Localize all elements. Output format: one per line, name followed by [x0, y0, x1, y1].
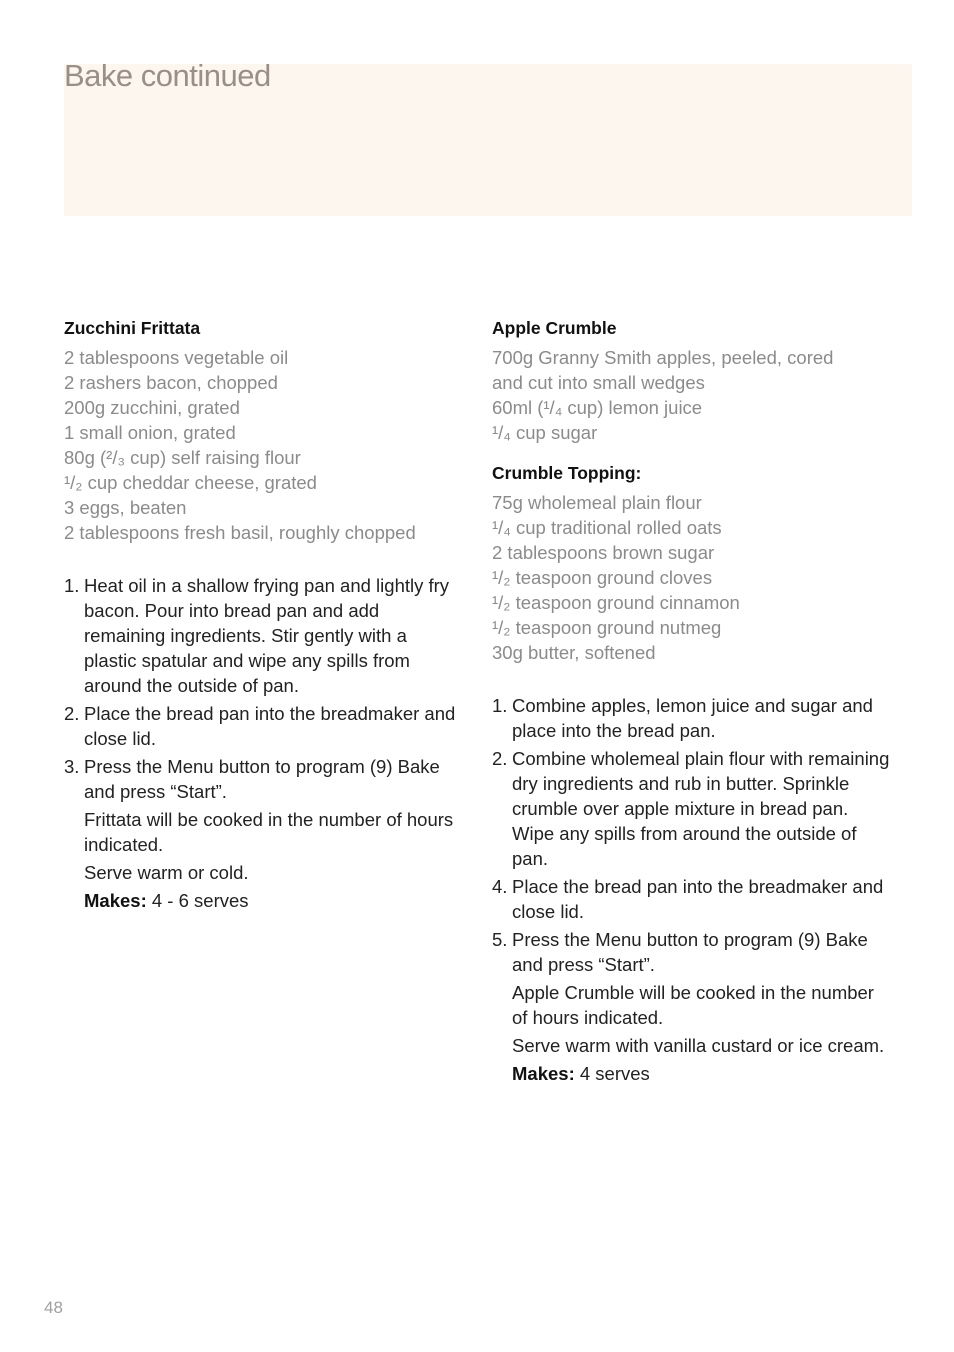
method-note: Frittata will be cooked in the number of hours indicated.	[84, 809, 454, 855]
makes-line	[492, 1061, 892, 1086]
step-text: Press the Menu button to program (9) Bake and press “Start”.	[512, 929, 868, 975]
ingredient-item: ¹/₂ cup cheddar cheese, grated	[64, 472, 317, 493]
step-text: Place the bread pan into the breadmaker and close lid.	[84, 703, 456, 749]
step-text: Place the bread pan into the breadmaker and close lid.	[512, 876, 884, 922]
makes-value: 4 serves	[574, 1063, 650, 1084]
recipe-title: Zucchini Frittata	[64, 318, 201, 338]
step-number: 5.	[492, 929, 508, 950]
ingredient-item: ¹/₂ teaspoon ground nutmeg	[492, 617, 722, 638]
topping-title: Crumble Topping:	[492, 463, 642, 483]
step-number: 2.	[492, 748, 508, 769]
step-number: 1.	[64, 575, 80, 596]
ingredient-item: 2 rashers bacon, chopped	[64, 372, 278, 393]
step-text: Heat oil in a shallow frying pan and lightly fry bacon. Pour into bread pan and add remaining ingredients. Stir gently with a plastic spatular and wipe any spills from around the outside of pan.	[84, 575, 450, 696]
makes-label: Makes:	[512, 1063, 575, 1084]
ingredient-item: 2 tablespoons fresh basil, roughly chopped	[64, 522, 416, 543]
method-step	[64, 754, 464, 804]
ingredient-item: ¹/₂ teaspoon ground cinnamon	[492, 592, 740, 613]
method-step	[492, 693, 892, 743]
ingredient-item: and cut into small wedges	[492, 372, 705, 393]
ingredient-item: 700g Granny Smith apples, peeled, cored	[492, 347, 834, 368]
ingredient-item: ¹/₄ cup traditional rolled oats	[492, 517, 722, 538]
ingredient-item: 75g wholemeal plain flour	[492, 492, 702, 513]
method-steps	[492, 693, 892, 977]
page-number: 48	[44, 1298, 63, 1317]
ingredient-item: 2 tablespoons vegetable oil	[64, 347, 289, 368]
topping-list	[492, 490, 892, 665]
method-step	[64, 701, 464, 751]
page-title: Bake continued	[64, 58, 271, 93]
recipe-apple-crumble	[492, 316, 892, 1089]
step-text: Press the Menu button to program (9) Bake and press “Start”.	[84, 756, 440, 802]
method-step	[492, 927, 892, 977]
step-text: Combine apples, lemon juice and sugar and place into the bread pan.	[512, 695, 873, 741]
ingredient-item: 1 small onion, grated	[64, 422, 236, 443]
ingredient-item: 80g (²/₃ cup) self raising flour	[64, 447, 301, 468]
recipe-zucchini-frittata	[64, 316, 464, 916]
ingredient-item: 30g butter, softened	[492, 642, 656, 663]
makes-line	[64, 888, 464, 913]
method-note: Serve warm with vanilla custard or ice cream.	[512, 1035, 885, 1056]
step-number: 4.	[492, 876, 508, 897]
makes-label: Makes:	[84, 890, 147, 911]
makes-value: 4 - 6 serves	[146, 890, 249, 911]
ingredient-item: 60ml (¹/₄ cup) lemon juice	[492, 397, 703, 418]
step-number: 2.	[64, 703, 80, 724]
ingredient-item: 200g zucchini, grated	[64, 397, 240, 418]
method-note: Apple Crumble will be cooked in the number of hours indicated.	[512, 982, 874, 1028]
method-step	[492, 874, 892, 924]
ingredient-item: ¹/₄ cup sugar	[492, 422, 598, 443]
ingredient-item: 2 tablespoons brown sugar	[492, 542, 715, 563]
step-text: Combine wholemeal plain flour with remaining dry ingredients and rub in butter. Sprinkle crumble over apple mixture in bread pan. Wipe any spills from around the outside of pan.	[512, 748, 890, 869]
method-steps	[64, 573, 464, 804]
ingredient-item: ¹/₂ teaspoon ground cloves	[492, 567, 713, 588]
ingredient-list	[64, 345, 464, 545]
method-step	[492, 746, 892, 871]
step-number: 1.	[492, 695, 508, 716]
step-number: 3.	[64, 756, 80, 777]
recipe-title: Apple Crumble	[492, 318, 617, 338]
ingredient-item: 3 eggs, beaten	[64, 497, 187, 518]
ingredient-list	[492, 345, 892, 445]
method-note: Serve warm or cold.	[84, 862, 249, 883]
method-step	[64, 573, 464, 698]
